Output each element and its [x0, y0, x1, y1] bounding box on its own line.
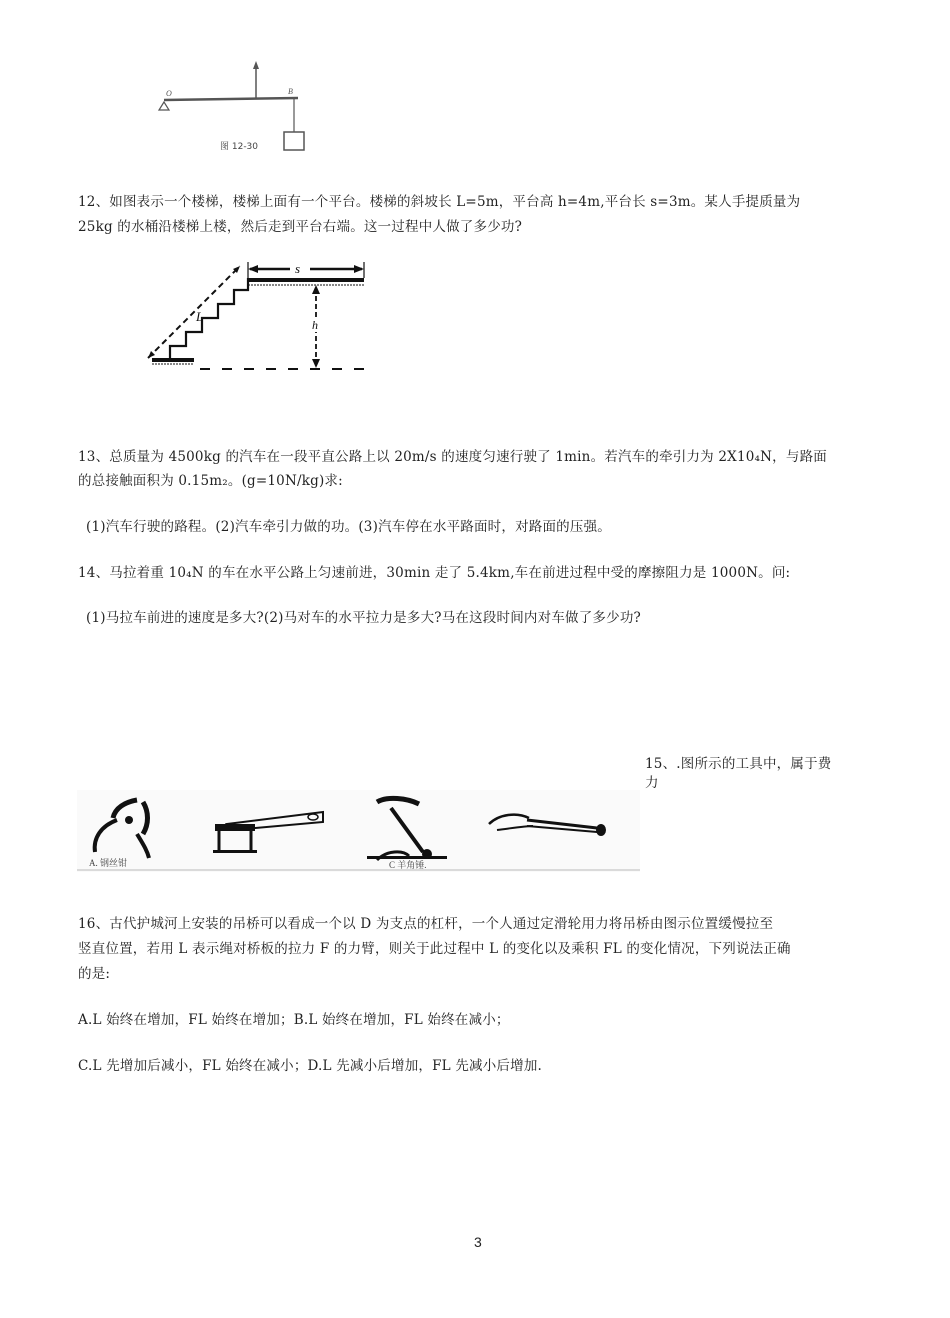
q13-subquestions: (1)汽车行驶的路程。(2)汽车牵引力做的功。(3)汽车停在水平路面时，对路面的压强。 — [86, 519, 611, 535]
staircase-figure — [140, 258, 380, 380]
tool-label-c: C 羊角锤. — [389, 860, 427, 870]
q12-line1: 12、如图表示一个楼梯，楼梯上面有一个平台。楼梯的斜坡长 L=5m，平台高 h=4m,平台长 s=3m。某人手提质量为 — [78, 194, 801, 210]
q14-subquestions: (1)马拉车前进的速度是多大?(2)马对车的水平拉力是多大?马在这段时间内对车做了多少功? — [86, 610, 641, 626]
lever-arm — [164, 98, 298, 100]
figure-caption: 图 12-30 — [220, 142, 259, 152]
q16-options-cd: C.L 先增加后减小，FL 始终在减小；D.L 先减小后增加，FL 先减小后增加. — [78, 1058, 543, 1074]
ground — [152, 358, 194, 362]
stair-label-l: L — [196, 309, 204, 324]
stair-label-h: h — [312, 318, 318, 332]
q16-line1: 16、古代护城河上安装的吊桥可以看成一个以 D 为支点的杠杆，一个人通过定滑轮用力将吊桥由图示位置缓慢拉至 — [78, 916, 774, 932]
lever-label-b: B — [288, 87, 293, 96]
q12-line2: 25kg 的水桶沿楼梯上楼，然后走到平台右端。这一过程中人做了多少功? — [78, 219, 523, 235]
stair-label-s: s — [295, 261, 301, 276]
platform — [248, 278, 364, 282]
pivot-triangle — [159, 102, 169, 110]
force-arrow-head — [253, 61, 259, 69]
lever-label-o: O — [166, 89, 172, 98]
page-number: 3 — [474, 1234, 482, 1250]
weight-block — [284, 132, 304, 150]
tool-label-a: A. 钢丝钳 — [89, 858, 127, 868]
stair-steps — [170, 278, 248, 358]
q15-line2: 力 — [645, 775, 659, 791]
tools-figure — [77, 790, 640, 872]
q16-line3: 的是: — [78, 966, 111, 982]
q13-line1: 13、总质量为 4500kg 的汽车在一段平直公路上以 20m/s 的速度匀速行驶了 1min。若汽车的牵引力为 2X10₄N，与路面 — [78, 449, 827, 465]
q13-line2: 的总接触面积为 0.15m₂。(g=10N/kg)求: — [78, 473, 343, 489]
q16-options-ab: A.L 始终在增加，FL 始终在增加；B.L 始终在增加，FL 始终在减小； — [78, 1012, 510, 1028]
q15-line1: 15、.图所示的工具中，属于费 — [645, 756, 832, 772]
q14-line1: 14、马拉着重 10₄N 的车在水平公路上匀速前进，30min 走了 5.4km,车在前进过程中受的摩擦阻力是 1000N。问: — [78, 565, 791, 581]
q16-line2: 竖直位置，若用 L 表示绳对桥板的拉力 F 的力臂，则关于此过程中 L 的变化以及乘积 FL 的变化情况，下列说法正确 — [78, 941, 791, 957]
